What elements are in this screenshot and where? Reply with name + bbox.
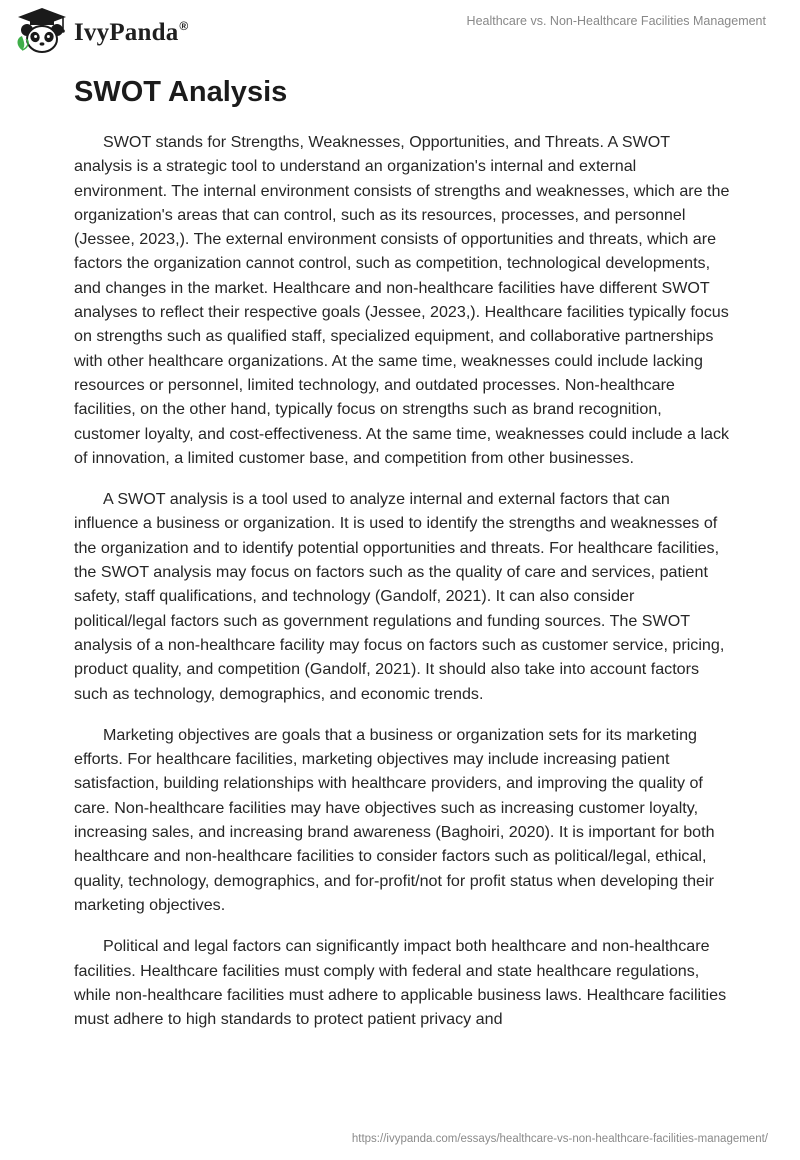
registered-mark: ® (179, 19, 189, 33)
brand-name: IvyPanda® (74, 19, 189, 46)
page-header (0, 0, 800, 60)
section-heading: SWOT Analysis (74, 76, 288, 108)
paragraph-3: Marketing objectives are goals that a business or organization sets for its marketing efforts. For healthcare facilities, marketing objectives may include increasing patient satisfaction, building relationships with healthcare providers, and improving the quality of care. Non-healthcare facilities may have objectives such as increasing customer loyalty, increasing sales, and increasing brand awareness (Baghoiri, 2020). It is important for both healthcare and non-healthcare facilities to consider factors such as political/legal, ethical, quality, technology, demographics, and for-profit/not for profit status when developing their marketing objectives. (74, 725, 715, 914)
source-url-link[interactable]: https://ivypanda.com/essays/healthcare-vs-non-healthcare-facilities-management/ (351, 1133, 768, 1145)
essay-content (74, 72, 730, 1048)
paragraph-2: A SWOT analysis is a tool used to analyze internal and external factors that can influence a business or organization. It is used to identify the strengths and weaknesses of the organization and to identify potential opportunities and threats. For healthcare facilities, the SWOT analysis may focus on factors such as the quality of care and services, patient safety, staff qualifications, and technology (Gandolf, 2021). It can also consider political/legal factors such as government regulations and funding sources. The SWOT analysis of a non-healthcare facility may focus on factors such as customer service, pricing, product quality, and competition (Gandolf, 2021). It should also take into account factors such as technology, demographics, and economic trends. (74, 490, 725, 703)
paragraph-4: Political and legal factors can significantly impact both healthcare and non-healthcare facilities. Healthcare facilities must comply with federal and state healthcare regulations, while non-healthcare facilities must adhere to applicable business laws. Healthcare facilities must adhere to high standards to protect patient privacy and (74, 937, 727, 1029)
paragraph-1: SWOT stands for Strengths, Weaknesses, Opportunities, and Threats. A SWOT analysis is a strategic tool to understand an organization's internal and external environment. The internal environment consists of strengths and weaknesses, which are the organization's areas that can control, such as its resources, processes, and personnel (Jessee, 2023,). The external environment consists of opportunities and threats, which are factors the organization cannot control, such as competition, technological developments, and changes in the market. Healthcare and non-healthcare facilities have different SWOT analyses to reflect their respective goals (Jessee, 2023,). Healthcare facilities typically focus on strengths such as qualified staff, specialized equipment, and collaborative partnerships with other healthcare organizations. At the same time, weaknesses could include lacking resources or personnel, limited technology, and outdated processes. Non-healthcare facilities, on the other hand, typically focus on strengths such as brand recognition, customer loyalty, and cost-effectiveness. At the same time, weaknesses could include a lack of innovation, a limited customer base, and competition from other businesses. (74, 133, 730, 467)
ivypanda-logo[interactable] (14, 6, 188, 56)
document-title: Healthcare vs. Non-Healthcare Facilities Management (466, 14, 766, 28)
panda-graduate-icon (14, 6, 70, 56)
